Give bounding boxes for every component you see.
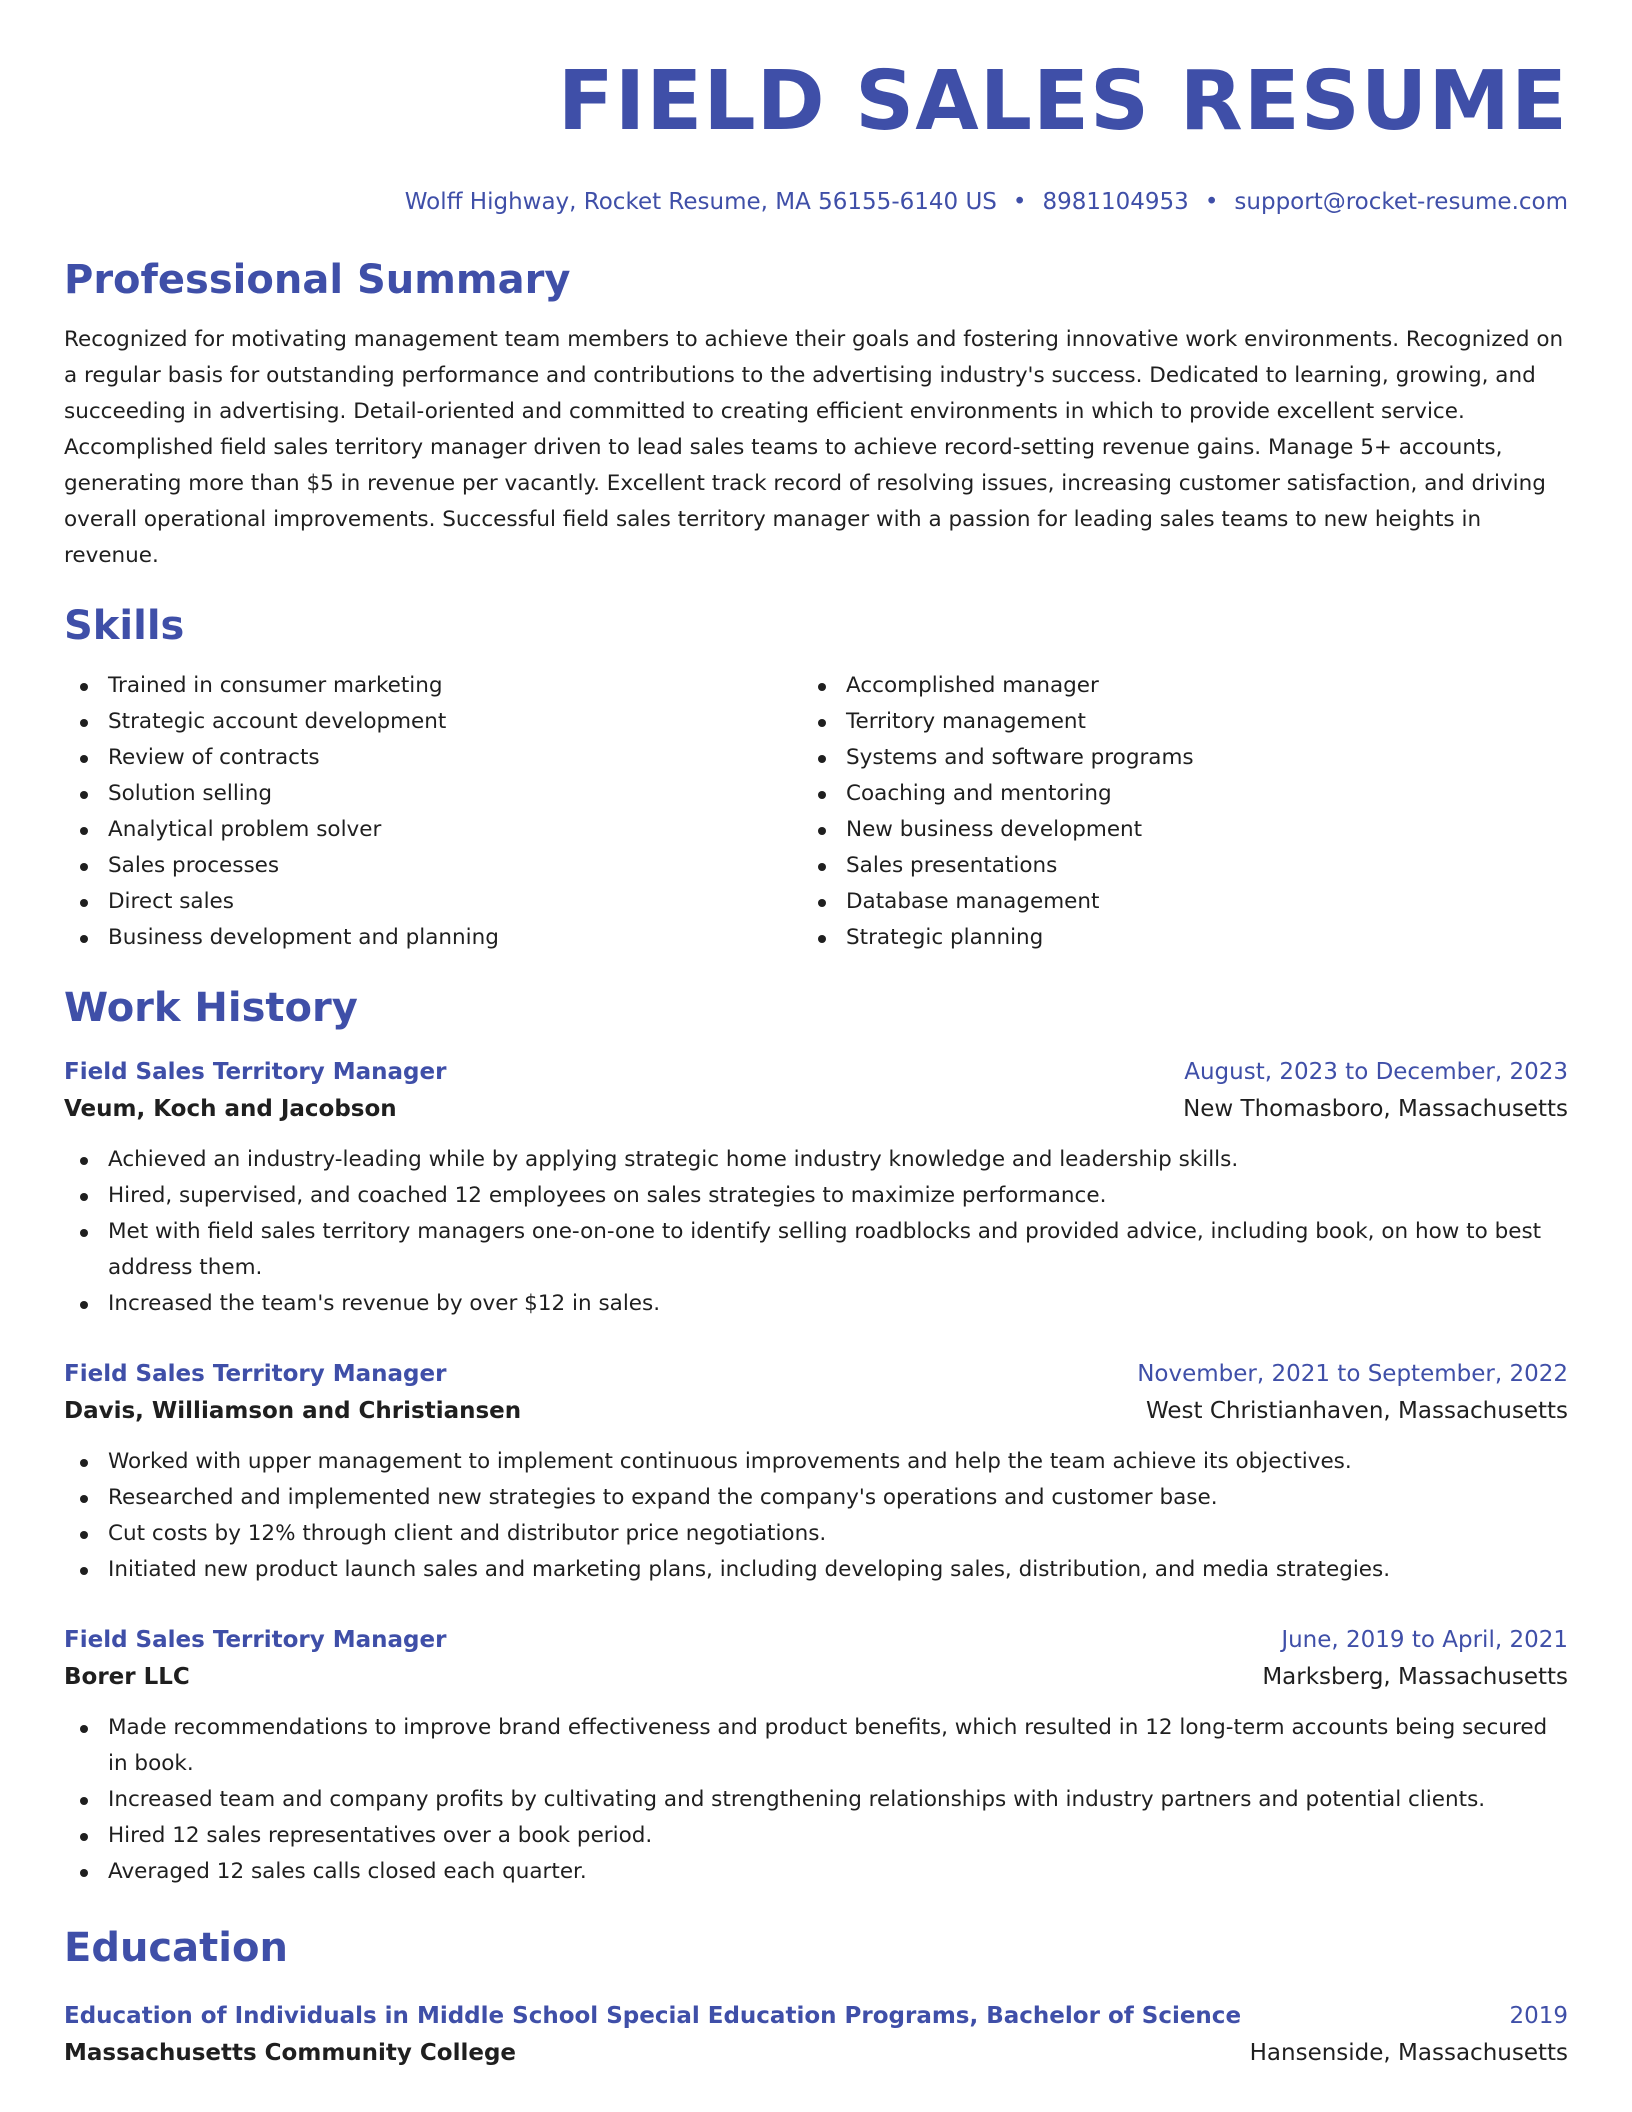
contact-phone: 8981104953	[1042, 189, 1189, 215]
job-entry	[64, 1356, 1568, 1588]
job-dates: August, 2023 to December, 2023	[1184, 1059, 1568, 1085]
job-employer: Borer LLC	[64, 1664, 190, 1690]
job-title-row	[64, 1622, 1568, 1658]
skills-heading: Skills	[64, 603, 185, 649]
education-entry	[64, 1998, 1568, 2072]
job-employer-row	[64, 1658, 1568, 1696]
contact-address: Wolff Highway, Rocket Resume, MA 56155-6140 US	[404, 189, 997, 215]
skill-item: Systems and software programs	[802, 740, 1540, 776]
job-title: Field Sales Territory Manager	[64, 1627, 447, 1653]
job-bullet: Averaged 12 sales calls closed each quarter.	[64, 1854, 1568, 1890]
education-location: Hansenside, Massachusetts	[1249, 2040, 1568, 2066]
skill-item: Strategic planning	[802, 920, 1540, 956]
contact-separator: •	[1204, 189, 1219, 215]
skill-item: New business development	[802, 812, 1540, 848]
skill-item: Coaching and mentoring	[802, 776, 1540, 812]
skill-item: Sales processes	[64, 848, 802, 884]
job-title-row	[64, 1356, 1568, 1392]
education-school-row	[64, 2034, 1568, 2072]
job-location: Marksberg, Massachusetts	[1262, 1664, 1568, 1690]
job-bullet: Met with field sales territory managers one-on-one to identify selling roadblocks and provided advice, including book, on how to best address them.	[64, 1214, 1568, 1286]
job-dates: June, 2019 to April, 2021	[1281, 1627, 1568, 1653]
skills-column-left	[64, 668, 802, 956]
contact-line	[64, 186, 1568, 218]
summary-heading: Professional Summary	[64, 257, 571, 303]
job-bullets	[64, 1710, 1568, 1890]
job-bullet: Cut costs by 12% through client and distributor price negotiations.	[64, 1516, 1568, 1552]
job-title: Field Sales Territory Manager	[64, 1059, 447, 1085]
skill-item: Strategic account development	[64, 704, 802, 740]
education-degree: Education of Individuals in Middle School Special Education Programs, Bachelor of Science	[64, 2003, 1242, 2029]
job-location: West Christianhaven, Massachusetts	[1146, 1398, 1568, 1424]
job-entry	[64, 1054, 1568, 1322]
job-bullet: Increased the team's revenue by over $12 in sales.	[64, 1286, 1568, 1322]
skill-item: Solution selling	[64, 776, 802, 812]
education-heading: Education	[64, 1925, 288, 1971]
job-bullet: Made recommendations to improve brand effectiveness and product benefits, which resulted in 12 long-term accounts being secured in book.	[64, 1710, 1568, 1782]
job-title-row	[64, 1054, 1568, 1090]
job-employer: Veum, Koch and Jacobson	[64, 1096, 397, 1122]
work-history-heading: Work History	[64, 985, 358, 1031]
resume-title: FIELD SALES RESUME	[557, 54, 1568, 149]
skill-item: Database management	[802, 884, 1540, 920]
skill-item: Territory management	[802, 704, 1540, 740]
job-employer-row	[64, 1392, 1568, 1430]
skill-item: Accomplished manager	[802, 668, 1540, 704]
job-bullet: Hired 12 sales representatives over a book period.	[64, 1818, 1568, 1854]
skill-item: Sales presentations	[802, 848, 1540, 884]
summary-text: Recognized for motivating management team members to achieve their goals and fostering innovative work environments. Recognized on a regular basis for outstanding performance and contributions to the advertising industry's success. Dedicated to learning, growing, and succeeding in advertising. Detail-oriented and committed to creating efficient environments in which to provide excellent service. Accomplished field sales territory manager driven to lead sales teams to achieve record-setting revenue gains. Manage 5+ accounts, generating more than $5 in revenue per vacantly. Excellent track record of resolving issues, increasing customer satisfaction, and driving overall operational improvements. Successful field sales territory manager with a passion for leading sales teams to new heights in revenue.	[64, 327, 1564, 568]
job-bullets	[64, 1444, 1568, 1588]
contact-email: support@rocket-resume.com	[1234, 189, 1568, 215]
job-bullet: Increased team and company profits by cultivating and strengthening relationships with industry partners and potential clients.	[64, 1782, 1568, 1818]
job-employer-row	[64, 1090, 1568, 1128]
job-dates: November, 2021 to September, 2022	[1137, 1361, 1568, 1387]
job-bullet: Researched and implemented new strategies to expand the company's operations and customer base.	[64, 1480, 1568, 1516]
skill-item: Review of contracts	[64, 740, 802, 776]
education-year: 2019	[1509, 2003, 1568, 2029]
skill-item: Trained in consumer marketing	[64, 668, 802, 704]
job-location: New Thomasboro, Massachusetts	[1183, 1096, 1568, 1122]
contact-separator: •	[1012, 189, 1027, 215]
job-bullet: Initiated new product launch sales and marketing plans, including developing sales, distribution, and media strategies.	[64, 1552, 1568, 1588]
job-entry	[64, 1622, 1568, 1890]
skills-list	[64, 668, 1568, 956]
job-bullet: Achieved an industry-leading while by applying strategic home industry knowledge and leadership skills.	[64, 1142, 1568, 1178]
skill-item: Analytical problem solver	[64, 812, 802, 848]
job-title: Field Sales Territory Manager	[64, 1361, 447, 1387]
skill-item: Business development and planning	[64, 920, 802, 956]
job-employer: Davis, Williamson and Christiansen	[64, 1398, 522, 1424]
job-bullet: Worked with upper management to implement continuous improvements and help the team achieve its objectives.	[64, 1444, 1568, 1480]
skills-column-right	[802, 668, 1540, 956]
job-bullets	[64, 1142, 1568, 1322]
education-school: Massachusetts Community College	[64, 2040, 517, 2066]
job-bullet: Hired, supervised, and coached 12 employees on sales strategies to maximize performance.	[64, 1178, 1568, 1214]
education-degree-row	[64, 1998, 1568, 2034]
skill-item: Direct sales	[64, 884, 802, 920]
